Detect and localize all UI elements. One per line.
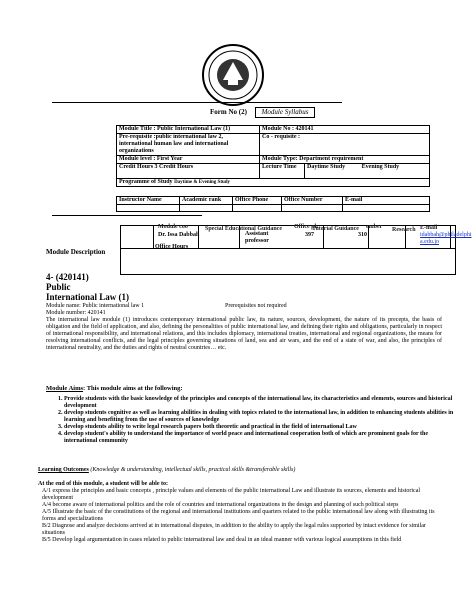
aim-item: 4. develop student's ability to understand the importance of world peace and international cooperation both of which are prominent goals for the international community [64, 431, 462, 445]
outcomes-list [42, 488, 442, 544]
form-type-box: Module Syllabus [255, 107, 315, 118]
tutorial-guidance-label: Tutorial Guidance [312, 226, 359, 232]
instructor-office-number: 310 [358, 232, 367, 238]
module-public-line: Public [46, 282, 71, 292]
header-office-number: Office Number [282, 197, 343, 205]
module-aims-list [46, 396, 462, 445]
evening-study: Evening Study [361, 164, 400, 170]
office-phone-label-overlap: Office ph [294, 224, 318, 230]
programme-cell [117, 179, 430, 187]
aim-item: 2. develop students cognitive as well as learning abilities in dealing with topics related to the international law, in addition to enhancing students abilities in learning and benefiting from the use of sources of knowledge [64, 410, 462, 424]
research-label: Research [392, 227, 416, 233]
learning-outcomes-heading [38, 467, 295, 474]
module-aims-heading [46, 385, 183, 392]
instructor-table [116, 196, 430, 212]
lecture-time-cell: Lecture Time [260, 164, 305, 179]
section-rule [52, 215, 202, 216]
prerequisites-not-required: Prerequisites not required [225, 303, 287, 309]
header-email: E-mail [343, 197, 430, 205]
instructor-name: Dr. Issa Dabbah [158, 232, 200, 238]
outcome-item: B/2 Diagnose and analyze decisions arrived at in international disputes, in addition to the ability to apply the legal rules supported by intact evidence for similar situations [42, 523, 426, 536]
module-title-cell: Module Title : Public International Law (1) [117, 126, 260, 134]
email-label-overlap: E-mail [420, 225, 438, 231]
header-rule [52, 102, 342, 103]
outcome-item: A/5 Illustrate the basic of the constitutions of the regional and international institutions and quarters related to the public international law along with illustrating its forms and specializations [42, 509, 435, 522]
module-level-cell: Module level : First Year [117, 156, 260, 164]
office-hours-label: Office Hours [155, 244, 189, 250]
outcome-item: A/4 become aware of international politics and the role of countries and international organizations in the design and planning of such political steps [42, 502, 399, 508]
prerequisite-cell: Pre-requisite :public international law 2, international human law and international organizations [117, 134, 260, 156]
learning-outcomes-label: Learning Outcomes [38, 467, 89, 473]
module-number-line: Module number: 420141 [46, 310, 106, 316]
module-type-label: Module Type: [262, 156, 298, 162]
module-description-body: The international law module (1) introduces contemporary international public law, its nature, sources, development, the nature of its precepts, the basis of obligation and the field of application, and also, defining the personalities of public international law, and defining their rights and obligations, particularly in respect of international responsibility, and international relations, and this includes diplomacy, international treaties, international and regional organizations, the means for resolving international conflicts, and the legal principles governing situations of land, sea and air wars, and the end of a state of war, and also, the principles of international neutrality, and the duties and rights of neutral countries… etc. [46, 317, 443, 351]
form-number-label: Form No (2) [210, 108, 247, 116]
aim-item: 3. develop students ability to write legal research papers both theoretic and practical in the field of international Law [64, 424, 462, 431]
credit-hours-cell: Credit Hours 3 Credit Hours [117, 164, 260, 179]
programme-label: Programme of Study [119, 179, 173, 185]
member-label-overlap: ember [366, 224, 383, 230]
learning-outcomes-subtitle: (Knowledge & understanding, intellectual skills, practical skills &transferable skills) [90, 467, 296, 473]
module-name-line: Module name: Public international law 1 [46, 303, 145, 309]
instructor-email-link[interactable]: idabbah@philadelphia.edu.jo [420, 232, 472, 245]
module-coordinator-label: Module coo [158, 224, 188, 230]
outcomes-intro: At the end of this module, a student will be able to: [38, 481, 169, 487]
special-guidance-label: Special Educational Guidance [205, 226, 283, 232]
module-number-cell: Module No : 420141 [260, 126, 430, 134]
instructor-phone: 397 [305, 232, 314, 238]
module-title-line: International Law (1) [46, 292, 129, 302]
module-aims-label: Module Aims [46, 385, 84, 392]
instructor-rank: Assistant professor [245, 231, 269, 244]
module-info-table [116, 125, 430, 187]
module-aims-intro: : This module aims at the following: [83, 385, 183, 392]
programme-value: Daytime & Evening Study [174, 180, 231, 185]
study-times-cell [305, 164, 430, 179]
module-type-cell [260, 156, 430, 164]
outcome-item: A/1 express the principles and basic concepts , principle values and elements of the public international Law and illustrate its sources, elements and historical development [42, 488, 421, 501]
header-office-phone: Office Phone [233, 197, 282, 205]
outcome-item: B/5 Develop legal argumentation in cases related to public international law and deal in an ideal manner with various logical assumptions in this field [42, 537, 402, 543]
header-academic-rank: Academic rank [180, 197, 233, 205]
daytime-study: Daytime Study [307, 164, 346, 170]
module-description-label: Module Description [46, 248, 106, 256]
aim-item: 1. Provide students with the basic knowledge of the principles and concepts of the international law, its characteristics and elements, sources and historical development [64, 396, 462, 410]
corequisite-cell: Co - requisite : [260, 134, 430, 156]
header-instructor-name: Instructor Name [117, 197, 180, 205]
module-type-value: Department requirement [299, 156, 364, 162]
module-code-line: 4- (420141) [46, 272, 89, 282]
